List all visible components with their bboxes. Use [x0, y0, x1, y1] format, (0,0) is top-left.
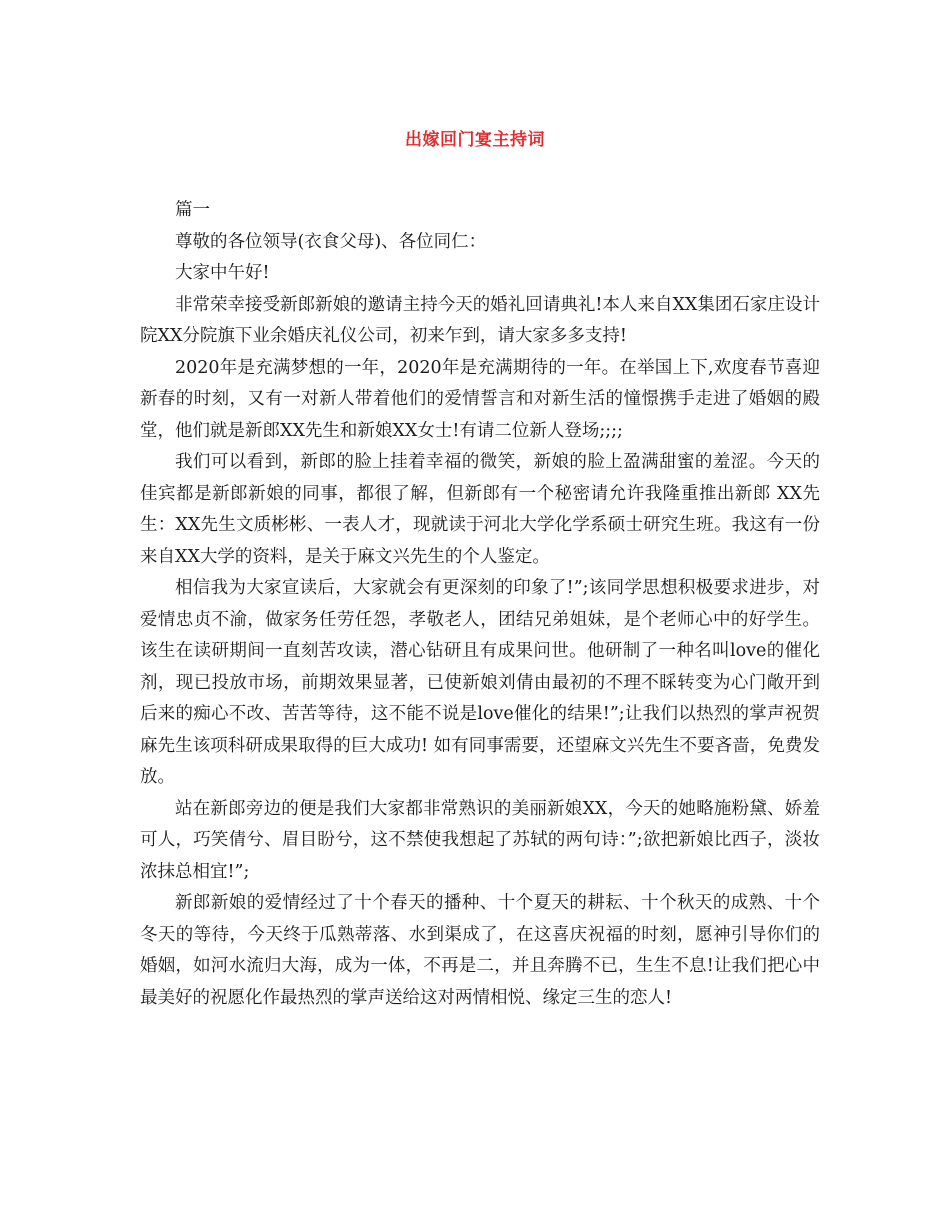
body-paragraph: 相信我为大家宣读后，大家就会有更深刻的印象了!”;该同学思想积极要求进步，对爱情忠贞不渝，做家务任劳任怨，孝敬老人，团结兄弟姐妹，是个老师心中的好学生。该生在读研期间一直刻苦攻读，潜心钻研且有成果问世。他研制了一种名叫love的催化剂，现已投放市场，前期效果显著，已使新娘刘倩由最初的不理不睬转变为心门敞开到后来的痴心不改、苦苦等待，这不能不说是love催化的结果!”;让我们以热烈的掌声祝贺麻先生该项科研成果取得的巨大成功! 如有同事需要，还望麻文兴先生不要吝啬，免费发放。: [140, 578, 820, 787]
body-paragraph: 我们可以看到，新郎的脸上挂着幸福的微笑，新娘的脸上盈满甜蜜的羞涩。今天的佳宾都是新郎新娘的同事，都很了解，但新郎有一个秘密请允许我隆重推出新郎 XX先生：XX先生文质彬彬、一表人才，现就读于河北大学化学系硕士研究生班。我这有一份来自XX大学的资料，是关于麻文兴先生的个人鉴定。: [140, 452, 820, 567]
salutation-paragraph: 尊敬的各位领导(衣食父母)、各位同仁：: [175, 231, 487, 252]
body-paragraph: 非常荣幸接受新郎新娘的邀请主持今天的婚礼回请典礼!本人来自XX集团石家庄设计院XX分院旗下业余婚庆礼仪公司，初来乍到，请大家多多支持!: [140, 294, 820, 346]
body-paragraph: 站在新郎旁边的便是我们大家都非常熟识的美丽新娘XX，今天的她略施粉黛、娇羞可人，巧笑倩兮、眉目盼兮，这不禁使我想起了苏轼的两句诗：”;欲把新娘比西子，淡妆浓抹总相宜!”;: [140, 798, 820, 882]
section-heading: 篇一: [175, 200, 210, 220]
body-paragraph: 2020年是充满梦想的一年，2020年是充满期待的一年。在举国上下,欢度春节喜迎新春的时刻，又有一对新人带着他们的爱情誓言和对新生活的憧憬携手走进了婚姻的殿堂，他们就是新郎XX先生和新娘XX女士!有请二位新人登场;;;;: [140, 357, 820, 441]
document-body: [140, 195, 820, 1014]
body-paragraph: 新郎新娘的爱情经过了十个春天的播种、十个夏天的耕耘、十个秋天的成熟、十个冬天的等待，今天终于瓜熟蒂落、水到渠成了，在这喜庆祝福的时刻，愿神引导你们的婚姻，如河水流归大海，成为一体，不再是二，并且奔腾不已，生生不息!让我们把心中最美好的祝愿化作最热烈的掌声送给这对两情相悦、缘定三生的恋人!: [140, 893, 820, 1008]
document-title: 出嫁回门宴主持词: [405, 130, 545, 150]
greeting-paragraph: 大家中午好!: [175, 263, 270, 283]
